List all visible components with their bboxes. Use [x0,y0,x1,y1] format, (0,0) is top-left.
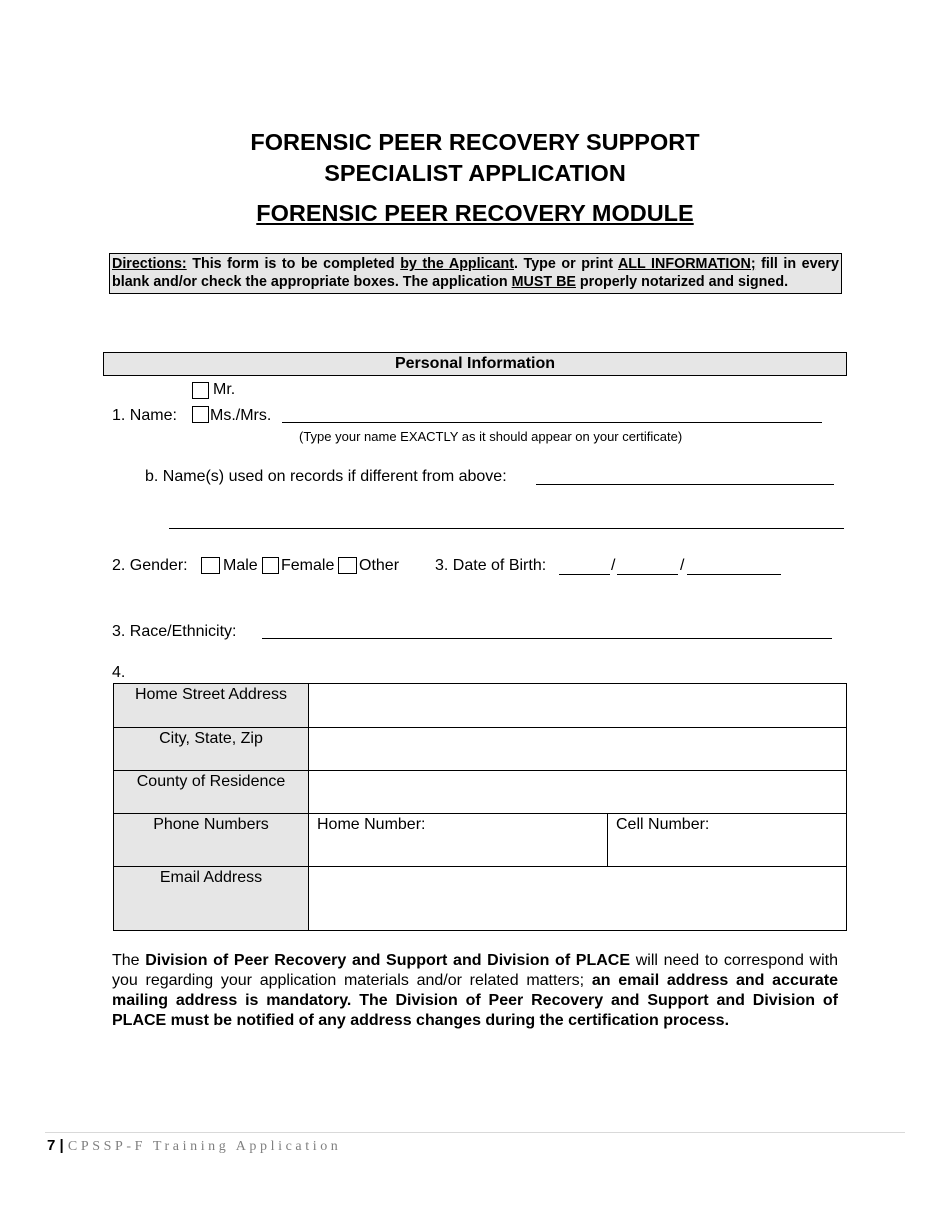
footer-separator: | [55,1137,68,1154]
cell-number-field[interactable] [608,814,847,867]
form-title-line1: FORENSIC PEER RECOVERY SUPPORT [250,129,700,155]
other-names-field[interactable] [536,484,834,485]
contact-notice [112,951,838,1031]
mr-label: Mr. [213,381,236,398]
directions-text: . Type or print [514,256,618,272]
form-title-line2: SPECIALIST APPLICATION [324,160,626,186]
home-number-field[interactable] [309,814,608,867]
notice-text: will need to correspond with you regarding your application materials and/or related matters; [112,952,839,989]
table-row [114,684,847,728]
page-footer [47,1137,341,1155]
other-names-field-line2[interactable] [169,528,844,529]
home-number-label: Home Number: [317,816,426,833]
table-row [114,728,847,771]
home-street-label: Home Street Address [114,684,309,728]
name-label: 1. Name: [112,407,177,424]
directions-text: fill in every blank and/or check the appropriate boxes. The application [112,256,839,290]
msmrs-label: Ms./Mrs. [210,407,272,424]
home-street-field[interactable] [309,684,847,728]
directions-emphasis: ALL INFORMATION; [617,256,756,272]
form-title [0,127,950,189]
directions-text: This form is to be completed [186,256,401,272]
phone-label: Phone Numbers [114,814,309,867]
table-row [114,814,847,867]
directions-label: Directions: [112,256,187,272]
gender-label: 2. Gender: [112,557,188,574]
address-table [113,683,847,931]
email-field[interactable] [309,867,847,931]
dob-month-field[interactable] [559,574,610,575]
directions-emphasis: by the Applicant [400,256,515,272]
dob-slash: / [680,557,685,574]
item-4-number: 4. [112,664,126,681]
module-title: FORENSIC PEER RECOVERY MODULE [256,200,694,226]
female-checkbox[interactable] [262,557,279,576]
city-state-zip-label: City, State, Zip [114,728,309,771]
directions-box [109,253,842,294]
county-label: County of Residence [114,771,309,814]
cell-number-label: Cell Number: [616,816,710,833]
dob-year-field[interactable] [687,574,781,575]
mr-checkbox[interactable] [192,382,209,401]
dob-day-field[interactable] [617,574,678,575]
other-names-label: b. Name(s) used on records if different from above: [145,468,507,485]
email-label: Email Address [114,867,309,931]
city-state-zip-field[interactable] [309,728,847,771]
footer-divider [45,1132,905,1133]
table-row [114,771,847,814]
notice-bold: Division of Peer Recovery and Support and Division of PLACE [145,952,631,969]
dob-label: 3. Date of Birth: [435,557,547,574]
msmrs-checkbox[interactable] [192,406,209,425]
female-label: Female [281,557,335,574]
page-number: 7 [47,1137,56,1154]
directions-emphasis: MUST BE [511,274,576,290]
male-checkbox[interactable] [201,557,220,576]
race-field[interactable] [262,638,832,639]
table-row [114,867,847,931]
footer-text: CPSSP-F Training Application [67,1139,342,1154]
male-label: Male [223,557,258,574]
dob-slash: / [611,557,616,574]
name-hint: (Type your name EXACTLY as it should appear on your certificate) [299,429,683,444]
race-label: 3. Race/Ethnicity: [112,623,237,640]
notice-bold: an email address and accurate mailing address is mandatory. The Division of Peer Recovery and Support and Division of PLACE must be notified of any address changes during the certification process. [112,972,838,1029]
notice-text: The [112,952,146,969]
name-field[interactable] [282,422,822,423]
other-checkbox[interactable] [338,557,357,576]
county-field[interactable] [309,771,847,814]
directions-text: properly notarized and signed. [575,274,789,290]
personal-info-header: Personal Information [103,352,847,376]
other-label: Other [359,557,400,574]
